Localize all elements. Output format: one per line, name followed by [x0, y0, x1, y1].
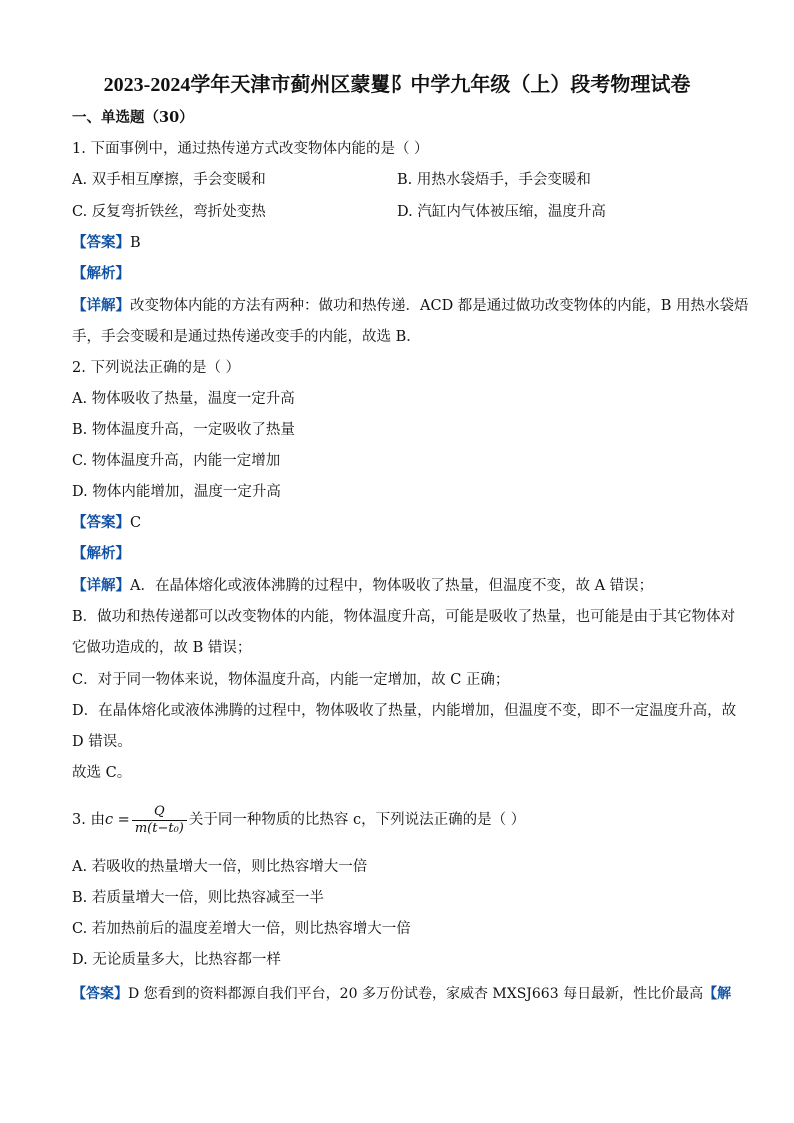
section-heading: 一、单选题（30） — [72, 109, 194, 126]
q2-detail-line-3: 它做功造成的，故 B 错误； — [72, 640, 252, 656]
answer-tag: 【答案】 — [72, 514, 130, 531]
q2-detail-line-7: 故选 C。 — [72, 765, 132, 781]
q3-stem-suffix: 关于同一种物质的比热容 c，下列说法正确的是（ ） — [188, 812, 526, 828]
detail-text: A．在晶体熔化或液体沸腾的过程中，物体吸收了热量，但温度不变，故 A 错误； — [130, 578, 654, 594]
q2-answer — [72, 513, 141, 533]
q2-detail-line-5: D．在晶体熔化或液体沸腾的过程中，物体吸收了热量，内能增加，但温度不变，即不一定温度升高，故 — [72, 703, 737, 719]
q2-stem: 2. 下列说法正确的是（ ） — [72, 360, 241, 376]
answer-tag: 【答案】 — [72, 986, 128, 1002]
q1-detail-line-2: 手，手会变暖和是通过热传递改变手的内能，故选 B． — [72, 329, 421, 345]
watermark-text: 您看到的资料都源自我们平台，20 多万份试卷，家威杏 MXSJ663 每日最新，性比价最高 — [139, 986, 704, 1002]
analysis-tag: 【解析】 — [72, 545, 130, 562]
q2-detail-line-1 — [72, 576, 653, 596]
q1-answer — [72, 233, 141, 253]
q3-option-d: D. 无论质量多大，比热容都一样 — [72, 952, 281, 968]
answer-value: B — [130, 235, 141, 251]
q2-option-d: D. 物体内能增加，温度一定升高 — [72, 484, 281, 500]
analysis-tag-truncated: 【解 — [703, 986, 732, 1002]
page-title: 2023-2024学年天津市蓟州区蒙矍阝中学九年级（上）段考物理试卷 — [103, 74, 691, 96]
answer-value: C — [130, 515, 142, 531]
q1-option-d: D. 汽缸内气体被压缩，温度升高 — [397, 204, 606, 220]
q1-stem: 1. 下面事例中，通过热传递方式改变物体内能的是（ ） — [72, 141, 429, 157]
answer-tag: 【答案】 — [72, 234, 130, 251]
q3-option-a: A. 若吸收的热量增大一倍，则比热容增大一倍 — [72, 859, 368, 875]
detail-tag: 【详解】 — [72, 577, 130, 594]
q2-detail-line-4: C．对于同一物体来说，物体温度升高，内能一定增加，故 C 正确； — [72, 672, 510, 688]
detail-text: 改变物体内能的方法有两种：做功和热传递．ACD 都是通过做功改变物体的内能，B 用热水袋焐 — [130, 298, 749, 314]
q3-option-b: B. 若质量增大一倍，则比热容减至一半 — [72, 890, 324, 906]
q2-option-c: C. 物体温度升高，内能一定增加 — [72, 453, 281, 469]
analysis-tag: 【解析】 — [72, 265, 130, 282]
q3-stem — [72, 802, 525, 838]
q2-detail-line-6: D 错误。 — [72, 734, 132, 750]
detail-tag: 【详解】 — [72, 297, 130, 314]
specific-heat-formula — [132, 804, 187, 837]
formula-lhs: c = — [104, 812, 130, 828]
q1-analysis — [72, 264, 130, 284]
q1-detail-line-1 — [72, 296, 749, 316]
formula-denominator: m(t−t₀) — [134, 820, 184, 836]
answer-value: D — [128, 986, 140, 1002]
q3-answer — [72, 984, 731, 1004]
q3-stem-prefix: 3. 由 — [72, 812, 105, 828]
q2-option-b: B. 物体温度升高，一定吸收了热量 — [72, 422, 295, 438]
q1-option-c: C. 反复弯折铁丝，弯折处变热 — [72, 204, 266, 220]
q2-option-a: A. 物体吸收了热量，温度一定升高 — [72, 391, 295, 407]
q2-detail-line-2: B．做功和热传递都可以改变物体的内能，物体温度升高，可能是吸收了热量，也可能是由于其它物体对 — [72, 609, 736, 625]
q2-analysis — [72, 544, 130, 564]
q3-option-c: C. 若加热前后的温度差增大一倍，则比热容增大一倍 — [72, 921, 411, 937]
q1-option-a: A. 双手相互摩擦，手会变暖和 — [72, 172, 266, 188]
q1-option-b: B. 用热水袋焐手，手会变暖和 — [397, 172, 591, 188]
formula-numerator: Q — [132, 804, 187, 821]
